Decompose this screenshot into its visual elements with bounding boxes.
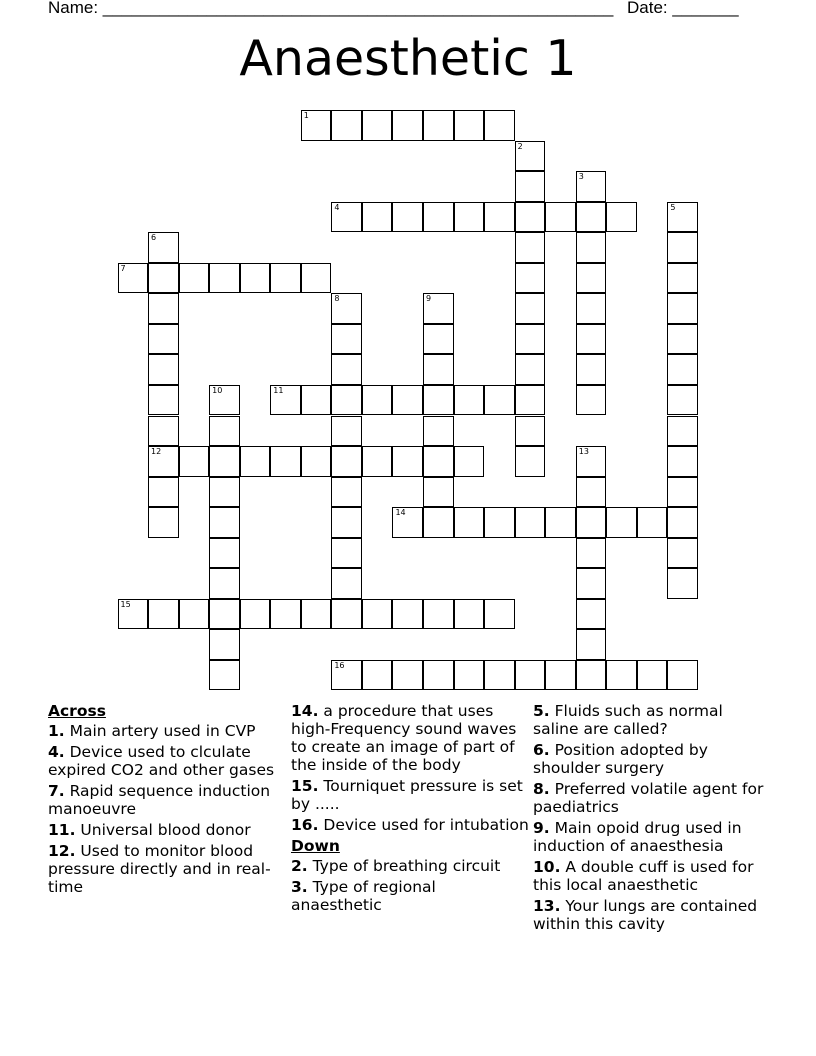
crossword-cell[interactable]: [392, 599, 423, 630]
clue-item: [291, 816, 529, 834]
clue-text: Fluids such as normal saline are called?: [533, 702, 723, 738]
crossword-cell[interactable]: [515, 660, 546, 691]
crossword-cell[interactable]: [331, 293, 362, 324]
crossword-cell[interactable]: [423, 385, 454, 416]
date-field-line: Date: _______: [627, 0, 739, 17]
crossword-cell[interactable]: [392, 446, 423, 477]
clue-item: [291, 878, 529, 914]
clue-item: [533, 897, 773, 933]
crossword-cell[interactable]: [454, 446, 485, 477]
crossword-cell[interactable]: [148, 446, 179, 477]
crossword-cell[interactable]: [667, 202, 698, 233]
crossword-cell[interactable]: [576, 629, 607, 660]
clue-text: a procedure that uses high-Frequency sound waves to create an image of part of the inside of the body: [291, 702, 517, 774]
crossword-cell[interactable]: [148, 293, 179, 324]
crossword-cell[interactable]: [362, 110, 393, 141]
crossword-cell[interactable]: [392, 385, 423, 416]
crossword-cell[interactable]: [515, 141, 546, 172]
crossword-cell[interactable]: [423, 324, 454, 355]
clue-number: 8.: [533, 780, 550, 798]
crossword-cell[interactable]: [209, 629, 240, 660]
clue-number: 15.: [291, 777, 319, 795]
crossword-cell[interactable]: [270, 263, 301, 294]
crossword-cell[interactable]: [515, 416, 546, 447]
clue-number: 5.: [533, 702, 550, 720]
clue-text: Type of breathing circuit: [307, 857, 501, 875]
crossword-cell[interactable]: [484, 660, 515, 691]
crossword-cell[interactable]: [667, 354, 698, 385]
crossword-cell[interactable]: [423, 507, 454, 538]
clue-number-label: 14: [395, 508, 406, 518]
crossword-cell[interactable]: [515, 507, 546, 538]
crossword-cell[interactable]: [270, 599, 301, 630]
crossword-cell[interactable]: [576, 446, 607, 477]
crossword-cell[interactable]: [576, 171, 607, 202]
crossword-cell[interactable]: [148, 507, 179, 538]
crossword-cell[interactable]: [454, 202, 485, 233]
crossword-cell[interactable]: [301, 446, 332, 477]
clue-number-label: 10: [212, 385, 223, 395]
clue-number: 16.: [291, 816, 319, 834]
clue-item: [291, 857, 529, 875]
crossword-cell[interactable]: [179, 446, 210, 477]
clue-number-label: 6: [151, 233, 157, 243]
crossword-cell[interactable]: [576, 568, 607, 599]
crossword-cell[interactable]: [209, 660, 240, 691]
crossword-cell[interactable]: [179, 263, 210, 294]
clue-item: [533, 780, 773, 816]
crossword-cell[interactable]: [148, 232, 179, 263]
crossword-cell[interactable]: [331, 507, 362, 538]
crossword-cell[interactable]: [362, 660, 393, 691]
clue-number-label: 5: [670, 202, 676, 212]
crossword-cell[interactable]: [209, 263, 240, 294]
clue-text: Main artery used in CVP: [64, 722, 256, 740]
crossword-cell[interactable]: [331, 202, 362, 233]
crossword-cell[interactable]: [118, 599, 149, 630]
crossword-cell[interactable]: [667, 232, 698, 263]
crossword-cell[interactable]: [576, 538, 607, 569]
clue-item: [48, 782, 280, 818]
crossword-cell[interactable]: [454, 110, 485, 141]
clue-text: A double cuff is used for this local anaesthetic: [533, 858, 754, 894]
clue-item: [48, 842, 280, 896]
clue-number-label: 8: [334, 294, 340, 304]
clue-number: 1.: [48, 722, 65, 740]
crossword-cell[interactable]: [148, 324, 179, 355]
clue-text: Position adopted by shoulder surgery: [533, 741, 708, 777]
crossword-cell[interactable]: [423, 446, 454, 477]
clue-item: [48, 743, 280, 779]
clue-number-label: 16: [334, 660, 345, 670]
clue-text: Preferred volatile agent for paediatrics: [533, 780, 764, 816]
clue-number-label: 11: [273, 385, 284, 395]
clue-column-2: [291, 702, 529, 917]
crossword-cell[interactable]: [148, 477, 179, 508]
crossword-cell[interactable]: [209, 538, 240, 569]
crossword-cell[interactable]: [484, 202, 515, 233]
name-field-line: Name: ______________________________________________________: [48, 0, 614, 17]
crossword-cell[interactable]: [515, 385, 546, 416]
clue-number: 12.: [48, 842, 76, 860]
crossword-cell[interactable]: [545, 202, 576, 233]
clue-text: Type of regional anaesthetic: [291, 878, 436, 914]
crossword-cell[interactable]: [576, 660, 607, 691]
crossword-cell[interactable]: [515, 232, 546, 263]
crossword-cell[interactable]: [179, 599, 210, 630]
crossword-cell[interactable]: [148, 354, 179, 385]
crossword-cell[interactable]: [148, 416, 179, 447]
crossword-cell[interactable]: [637, 660, 668, 691]
crossword-cell[interactable]: [331, 324, 362, 355]
crossword-cell[interactable]: [606, 202, 637, 233]
crossword-cell[interactable]: [576, 232, 607, 263]
crossword-cell[interactable]: [209, 385, 240, 416]
clue-number: 7.: [48, 782, 65, 800]
clue-text: Universal blood donor: [75, 821, 251, 839]
clue-number: 13.: [533, 897, 561, 915]
crossword-cell[interactable]: [423, 354, 454, 385]
crossword-cell[interactable]: [484, 110, 515, 141]
crossword-cell[interactable]: [667, 568, 698, 599]
crossword-cell[interactable]: [331, 354, 362, 385]
crossword-cell[interactable]: [484, 385, 515, 416]
crossword-cell[interactable]: [576, 202, 607, 233]
clue-item: [533, 702, 773, 738]
crossword-cell[interactable]: [331, 446, 362, 477]
crossword-cell[interactable]: [484, 599, 515, 630]
crossword-cell[interactable]: [515, 263, 546, 294]
clue-number-label: 3: [578, 172, 584, 182]
crossword-cell[interactable]: [331, 110, 362, 141]
clue-number-label: 2: [517, 141, 523, 151]
crossword-cell[interactable]: [576, 477, 607, 508]
crossword-cell[interactable]: [454, 385, 485, 416]
clue-number-label: 15: [120, 599, 131, 609]
crossword-cell[interactable]: [423, 416, 454, 447]
crossword-cell[interactable]: [331, 385, 362, 416]
crossword-cell[interactable]: [545, 507, 576, 538]
puzzle-title: Anaesthetic 1: [239, 30, 577, 87]
crossword-cell[interactable]: [667, 416, 698, 447]
crossword-cell[interactable]: [423, 110, 454, 141]
clue-text: Device used for intubation: [318, 816, 529, 834]
clue-item: [533, 858, 773, 894]
crossword-cell[interactable]: [148, 263, 179, 294]
crossword-cell[interactable]: [301, 385, 332, 416]
crossword-cell[interactable]: [148, 599, 179, 630]
crossword-cell[interactable]: [301, 110, 332, 141]
crossword-cell[interactable]: [515, 354, 546, 385]
crossword-cell[interactable]: [362, 385, 393, 416]
crossword-cell[interactable]: [576, 324, 607, 355]
crossword-cell[interactable]: [667, 538, 698, 569]
clue-text: Main opoid drug used in induction of anaesthesia: [533, 819, 742, 855]
clue-item: [533, 819, 773, 855]
crossword-cell[interactable]: [667, 477, 698, 508]
crossword-cell[interactable]: [606, 507, 637, 538]
crossword-cell[interactable]: [362, 599, 393, 630]
crossword-cell[interactable]: [667, 507, 698, 538]
crossword-cell[interactable]: [392, 110, 423, 141]
crossword-cell[interactable]: [392, 202, 423, 233]
crossword-cell[interactable]: [515, 293, 546, 324]
crossword-cell[interactable]: [209, 477, 240, 508]
crossword-cell[interactable]: [667, 293, 698, 324]
crossword-cell[interactable]: [576, 507, 607, 538]
crossword-cell[interactable]: [667, 324, 698, 355]
crossword-cell[interactable]: [423, 293, 454, 324]
crossword-cell[interactable]: [148, 385, 179, 416]
crossword-cell[interactable]: [331, 660, 362, 691]
crossword-cell[interactable]: [331, 568, 362, 599]
clue-number: 9.: [533, 819, 550, 837]
crossword-cell[interactable]: [118, 263, 149, 294]
clue-number-label: 9: [426, 294, 432, 304]
clue-text: Rapid sequence induction manoeuvre: [48, 782, 271, 818]
crossword-cell[interactable]: [240, 263, 271, 294]
crossword-cell[interactable]: [331, 538, 362, 569]
crossword-cell[interactable]: [362, 446, 393, 477]
crossword-cell[interactable]: [576, 599, 607, 630]
clue-text: Used to monitor blood pressure directly and in real-time: [48, 842, 271, 896]
crossword-cell[interactable]: [606, 660, 637, 691]
crossword-cell[interactable]: [209, 446, 240, 477]
crossword-cell[interactable]: [392, 507, 423, 538]
clue-item: [291, 777, 529, 813]
clue-number: 3.: [291, 878, 308, 896]
clue-number-label: 4: [334, 202, 340, 212]
crossword-cell[interactable]: [209, 416, 240, 447]
crossword-cell[interactable]: [270, 385, 301, 416]
clue-number-label: 12: [151, 447, 162, 457]
crossword-cell[interactable]: [576, 263, 607, 294]
crossword-cell[interactable]: [270, 446, 301, 477]
clue-number: 10.: [533, 858, 561, 876]
clue-text: Tourniquet pressure is set by .....: [291, 777, 523, 813]
crossword-cell[interactable]: [667, 385, 698, 416]
crossword-cell[interactable]: [454, 599, 485, 630]
clue-number-label: 13: [578, 447, 589, 457]
down-heading: Down: [291, 837, 340, 855]
crossword-cell[interactable]: [576, 293, 607, 324]
crossword-cell[interactable]: [331, 599, 362, 630]
clue-text: Device used to clculate expired CO2 and other gases: [48, 743, 275, 779]
clue-number: 14.: [291, 702, 319, 720]
crossword-cell[interactable]: [515, 324, 546, 355]
clue-column-3: [533, 702, 773, 936]
crossword-cell[interactable]: [331, 416, 362, 447]
crossword-cell[interactable]: [515, 446, 546, 477]
clue-item: [533, 741, 773, 777]
crossword-cell[interactable]: [362, 202, 393, 233]
clue-item: [48, 821, 280, 839]
clue-item: [48, 722, 280, 740]
crossword-cell[interactable]: [423, 599, 454, 630]
crossword-cell[interactable]: [667, 660, 698, 691]
crossword-cell[interactable]: [209, 599, 240, 630]
clue-number: 11.: [48, 821, 76, 839]
crossword-cell[interactable]: [515, 202, 546, 233]
crossword-cell[interactable]: [301, 599, 332, 630]
crossword-cell[interactable]: [576, 354, 607, 385]
crossword-cell[interactable]: [301, 263, 332, 294]
crossword-cell[interactable]: [331, 477, 362, 508]
crossword-cell[interactable]: [484, 507, 515, 538]
crossword-cell[interactable]: [423, 477, 454, 508]
crossword-cell[interactable]: [667, 446, 698, 477]
crossword-cell[interactable]: [637, 507, 668, 538]
crossword-cell[interactable]: [240, 599, 271, 630]
crossword-cell[interactable]: [545, 660, 576, 691]
clue-text: Your lungs are contained within this cavity: [533, 897, 758, 933]
crossword-cell[interactable]: [423, 660, 454, 691]
crossword-cell[interactable]: [576, 385, 607, 416]
clue-number-label: 7: [120, 263, 126, 273]
clue-column-1: [48, 702, 280, 899]
crossword-cell[interactable]: [454, 660, 485, 691]
clue-number: 6.: [533, 741, 550, 759]
crossword-cell[interactable]: [240, 446, 271, 477]
clue-item: [291, 702, 529, 774]
crossword-cell[interactable]: [209, 507, 240, 538]
crossword-cell[interactable]: [667, 263, 698, 294]
crossword-cell[interactable]: [209, 568, 240, 599]
crossword-cell[interactable]: [423, 202, 454, 233]
clue-number: 4.: [48, 743, 65, 761]
crossword-cell[interactable]: [392, 660, 423, 691]
clue-number-label: 1: [303, 111, 309, 120]
crossword-cell[interactable]: [515, 171, 546, 202]
clue-number: 2.: [291, 857, 308, 875]
crossword-cell[interactable]: [454, 507, 485, 538]
across-heading: Across: [48, 702, 106, 720]
